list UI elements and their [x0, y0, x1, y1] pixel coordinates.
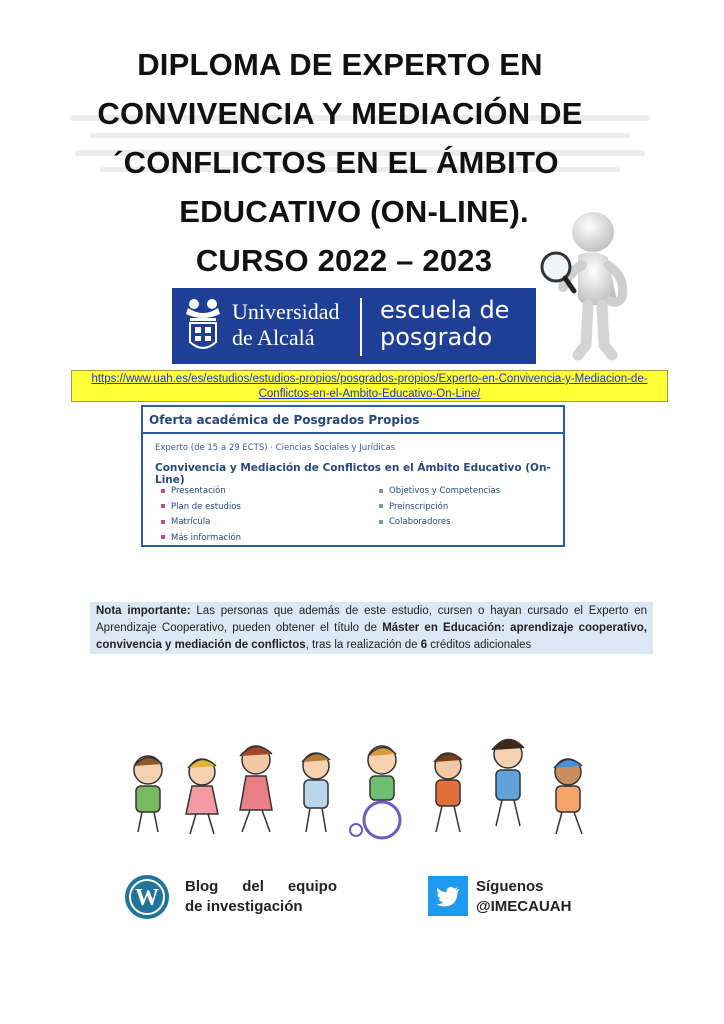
follow-label[interactable]: Síguenos	[476, 878, 544, 895]
link-label[interactable]: Colaboradores	[389, 517, 451, 527]
wordpress-icon[interactable]	[124, 874, 170, 920]
university-line-2: de Alcalá	[232, 325, 315, 350]
oferta-links-right	[379, 484, 500, 531]
oferta-heading: Oferta académica de Posgrados Propios	[143, 407, 563, 434]
link-plan-estudios[interactable]	[161, 500, 241, 516]
note-text-3: créditos adicionales	[427, 639, 532, 651]
url-line-1[interactable]: https://www.uah.es/es/estudios/estudios-propios/posgrados-propios/Experto-en-Convivencia-y-Mediacion-de-	[91, 373, 648, 385]
title-line-2: CONVIVENCIA Y MEDIACIÓN DE	[97, 96, 583, 131]
link-label[interactable]: Objetivos y Competencias	[389, 486, 501, 496]
twitter-handle[interactable]: @IMECAUAH	[476, 898, 572, 915]
blog-line-1[interactable]	[185, 877, 337, 897]
link-label[interactable]: Plan de estudios	[171, 501, 241, 512]
title-line-1: DIPLOMA DE EXPERTO EN	[137, 47, 543, 82]
link-label[interactable]: Preinscripción	[389, 501, 449, 512]
university-name	[232, 299, 340, 351]
child-5-wheelchair	[350, 746, 400, 838]
university-line-1: Universidad	[232, 299, 340, 324]
bullet-icon	[161, 520, 165, 524]
program-url-link[interactable]	[71, 370, 668, 402]
note-text-2: , tras la realización de	[305, 639, 421, 651]
bullet-icon	[379, 504, 383, 508]
note-label: Nota importante:	[96, 605, 191, 617]
bullet-icon	[161, 535, 165, 539]
logo-divider	[360, 298, 362, 356]
child-8	[554, 759, 582, 834]
important-note	[90, 602, 653, 654]
magnifying-figure-icon	[538, 205, 638, 365]
link-label[interactable]: Presentación	[171, 486, 226, 496]
child-6	[434, 753, 462, 832]
link-preinscripcion[interactable]	[379, 500, 500, 516]
oferta-program-title: Convivencia y Mediación de Conflictos en el Ámbito Educativo (On-Line)	[155, 462, 551, 486]
title-line-3: ´CONFLICTOS EN EL ÁMBITO	[113, 145, 559, 180]
link-matricula[interactable]	[161, 515, 241, 531]
bullet-icon	[161, 504, 165, 508]
svg-text:W: W	[135, 885, 159, 911]
blog-word[interactable]: Blog	[185, 878, 219, 895]
note-master-title: Máster en Educación: aprendizaje cooperativo, convivencia y mediación de conflictos	[96, 622, 647, 651]
child-4	[302, 753, 330, 832]
oferta-links-left	[161, 484, 241, 546]
child-3	[240, 746, 272, 832]
link-label[interactable]: Más información	[171, 532, 242, 543]
crest-icon	[180, 296, 226, 356]
bullet-icon	[161, 489, 165, 493]
title-line-4: EDUCATIVO (ON-LINE).	[179, 194, 529, 229]
child-2	[186, 759, 218, 834]
blog-line-2[interactable]: de investigación	[185, 898, 303, 915]
school-line-1: escuela de	[380, 296, 510, 324]
blog-word[interactable]: del	[242, 878, 264, 895]
university-logo	[172, 288, 536, 364]
child-1	[134, 756, 162, 832]
child-7	[492, 739, 524, 826]
children-illustration	[120, 730, 610, 842]
blog-link[interactable]	[185, 877, 337, 917]
oferta-category: Experto (de 15 a 29 ECTS) · Ciencias Sociales y Jurídicas	[155, 443, 396, 453]
school-name	[380, 297, 509, 351]
twitter-follow[interactable]	[476, 877, 571, 917]
oferta-screenshot-panel	[141, 405, 565, 547]
note-credits: 6	[420, 639, 428, 651]
link-colaboradores[interactable]	[379, 515, 500, 531]
note-text-1: Las personas que además de este estudio, cursen o hayan cursado el Experto en Aprendizaje Cooperativo, pueden obtener el título de	[96, 605, 647, 634]
link-objetivos[interactable]	[379, 484, 500, 500]
school-line-2: posgrado	[380, 323, 493, 351]
twitter-icon[interactable]	[428, 876, 468, 916]
blog-word[interactable]: equipo	[287, 878, 337, 895]
title-line-5: CURSO 2022 – 2023	[195, 243, 493, 278]
link-mas-informacion[interactable]	[161, 531, 241, 547]
bullet-icon	[379, 489, 383, 493]
bullet-icon	[379, 520, 383, 524]
link-label[interactable]: Matrícula	[171, 517, 211, 527]
link-presentacion[interactable]	[161, 484, 241, 500]
url-line-2[interactable]: Conflictos-en-el-Ambito-Educativo-On-Line/	[258, 388, 481, 400]
